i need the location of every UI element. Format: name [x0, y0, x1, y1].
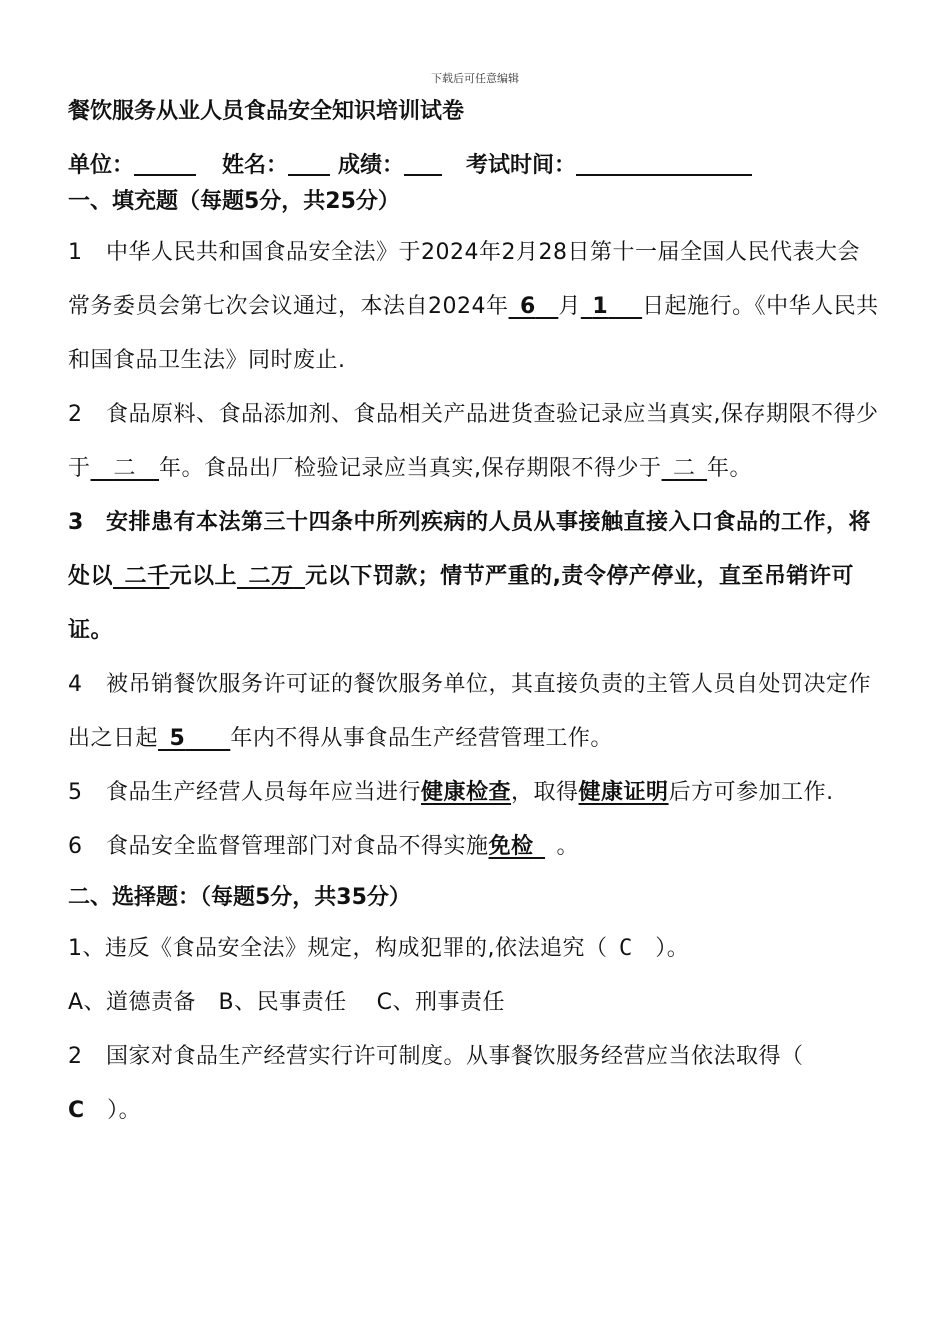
question-text: 年。食品出厂检验记录应当真实,保存期限不得少于 [159, 456, 662, 481]
answer-4: 5 [169, 726, 186, 751]
question-number: 2 [68, 402, 83, 427]
question-text: 年内不得从事食品生产经营管理工作。 [230, 726, 613, 751]
question-text: 食品生产经营人员每年应当进行 [106, 780, 422, 805]
score-blank[interactable] [404, 150, 442, 176]
answer-6: 免检 [488, 834, 534, 859]
answer-mc2: C [68, 1098, 85, 1123]
choice-options-1: A、道德责备 B、民事责任 C、刑事责任 [68, 990, 505, 1015]
unit-blank[interactable] [134, 150, 196, 176]
question-text: 元以下罚款；情节严重的,责令停产停业，直至吊销许可证。 [68, 564, 854, 643]
time-label: 考试时间： [466, 153, 577, 178]
question-text: 国家对食品生产经营实行许可制度。从事餐饮服务经营应当依法取得（ [106, 1044, 804, 1069]
question-text: 后方可参加工作. [668, 780, 834, 805]
question-text: ）。 [107, 1098, 142, 1123]
question-1 [68, 226, 880, 388]
answer-2a: 二 [113, 456, 137, 481]
score-label: 成绩： [338, 153, 405, 178]
page-title: 餐饮服务从业人员食品安全知识培训试卷 [68, 99, 465, 124]
question-text: ）。 [655, 936, 690, 961]
question-number: 3 [68, 510, 84, 535]
question-text: 安排患有本法第三十四条中所列疾病的人员从事接触直接入口食品的工作，将处以 [68, 510, 872, 589]
section-fill-in-heading: 一、填充题（每题5分，共25分） [68, 189, 400, 214]
question-4 [68, 658, 880, 766]
name-blank[interactable] [288, 150, 330, 176]
question-text: 年。 [707, 456, 753, 481]
name-label: 姓名： [222, 153, 289, 178]
question-2 [68, 388, 880, 496]
answer-2b: 二 [673, 456, 696, 481]
question-text: 食品安全监督管理部门对食品不得实施 [106, 834, 489, 859]
choice-question-1 [68, 922, 880, 976]
question-text: 食品原料、食品添加剂、食品相关产品进货查验记录应当真实,保存期限不得少于 [68, 402, 879, 481]
question-number: 4 [68, 672, 83, 697]
question-text: 月 [558, 294, 581, 319]
question-number: 6 [68, 834, 83, 859]
info-row [68, 148, 880, 184]
question-text: 1、违反《食品安全法》规定，构成犯罪的,依法追究（ [68, 936, 608, 961]
question-6 [68, 820, 880, 874]
exam-page [68, 96, 880, 1138]
question-number: 1 [68, 240, 83, 265]
answer-5b: 健康证明 [578, 780, 669, 805]
question-number: 2 [68, 1044, 83, 1069]
question-text: ，取得 [511, 780, 579, 805]
answer-3b: 二万 [248, 564, 294, 589]
answer-1a: 6 [520, 294, 536, 319]
question-text: 中华人民共和国食品安全法》于2024年2月28日第十一届全国人民代表大会常务委员会第七次会议通过，本法自2024年 [68, 240, 860, 319]
question-text: 被吊销餐饮服务许可证的餐饮服务单位，其直接负责的主管人员自处罚决定作出之日起 [68, 672, 872, 751]
time-blank[interactable] [576, 150, 752, 176]
header-note: 下载后可任意编辑 [431, 72, 519, 85]
answer-5a: 健康检查 [421, 780, 512, 805]
question-number: 5 [68, 780, 83, 805]
choice-question-2 [68, 1030, 880, 1138]
question-text: 。 [556, 834, 580, 859]
answer-1b: 1 [592, 294, 609, 319]
question-text: 元以上 [169, 564, 238, 589]
answer-mc1: C [619, 936, 633, 961]
answer-3a: 二千 [124, 564, 170, 589]
question-3 [68, 496, 880, 658]
question-5 [68, 766, 880, 820]
section-choice-heading: 二、选择题：（每题5分，共35分） [68, 885, 411, 910]
unit-label: 单位： [68, 153, 135, 178]
question-text: 日起施行。《中华人民共和国食品卫生法》同时废止. [68, 294, 879, 373]
